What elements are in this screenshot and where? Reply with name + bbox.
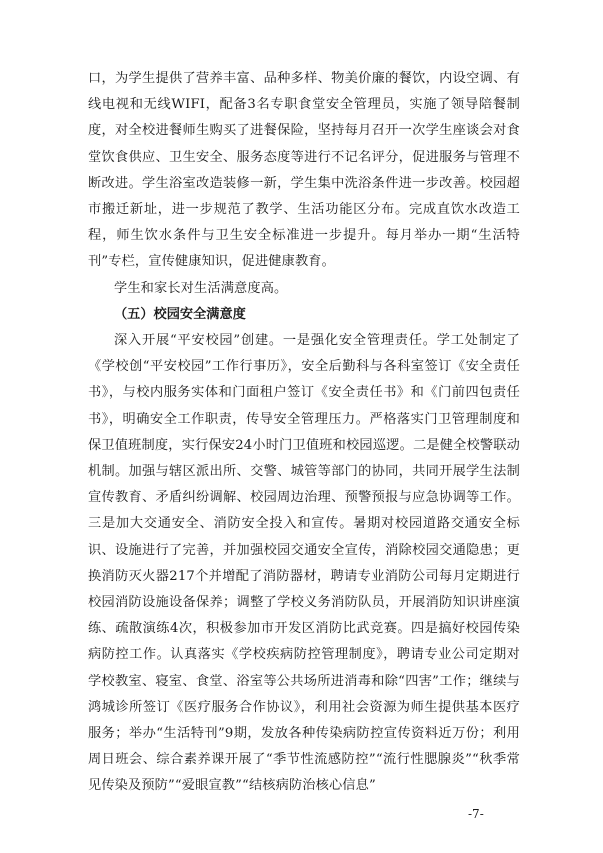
paragraph-satisfaction-summary: 学生和家长对生活满意度高。 (114, 280, 288, 296)
paragraph-catering-services: 口，为学生提供了营养丰富、品种多样、物美价廉的餐饮，内设空调、有线电视和无线WIFI，配备3名专职食堂安全管理员，实施了领导陪餐制度，对全校进餐师生购买了进餐保险，坚持每月召开一次学生座谈会对食堂饮食供应、卫生安全、服务态度等进行不记名评分，促进服务与管理不断改进。学生浴室改造装修一新，学生集中洗浴条件进一步改善。校园超市搬迁新址，进一步规范了教学、生活功能区分布。完成直饮水改造工程，师生饮水条件与卫生安全标准进一步提升。每月举办一期“生活特刊”专栏，宣传健康知识，促进健康教育。 (88, 71, 520, 270)
section-heading-campus-safety: （五）校园安全满意度 (114, 306, 246, 322)
page-number: -7- (468, 807, 484, 821)
paragraph-safe-campus: 深入开展“平安校园”创建。一是强化安全管理责任。学工处制定了《学校创“平安校园”工作行事历》，安全后勤科与各科室签订《安全责任书》，与校内服务实体和门面租户签订《安全责任书》和《门前四包责任书》，明确安全工作职责，传导安全管理压力。严格落实门卫管理制度和保卫值班制度，实行保安24小时门卫值班和校园巡逻。二是健全校警联动机制。加强与辖区派出所、交警、城管等部门的协同，共同开展学生法制宣传教育、矛盾纠纷调解、校园周边治理、预警预报与应急协调等工作。三是加大交通安全、消防安全投入和宣传。暑期对校园道路交通安全标识、设施进行了完善，并加强校园交通安全宣传，消除校园交通隐患；更换消防灭火器217个并增配了消防器材，聘请专业消防公司每月定期进行校园消防设施设备保养；调整了学校义务消防队员，开展消防知识讲座演练、疏散演练4次，积极参加市开发区消防比武竞赛。四是搞好校园传染病防控工作。认真落实《学校疾病防控管理制度》，聘请专业公司定期对学校教室、寝室、食堂、浴室等公共场所进消毒和除“四害”工作；继续与鸿城诊所签订《医疗服务合作协议》，利用社会资源为师生提供基本医疗服务；举办“生活特刊”9期，发放各种传染病防控宣传资料近万份；利用周日班会、综合素养课开展了“季节性流感防控”“流行性腮腺炎”“秋季常见传染及预防”“爱眼宣教”“结核病防治核心信息” (88, 333, 520, 794)
document-body (88, 66, 520, 800)
